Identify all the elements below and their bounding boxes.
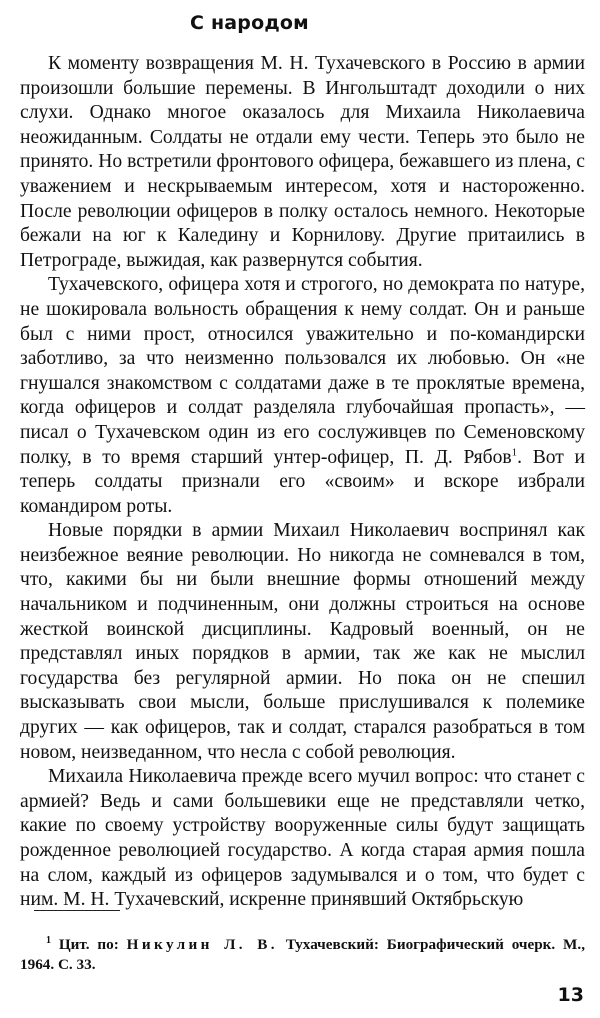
footnote-source: Тухачевский: Биографический очерк. М., 1964. С. 33. [20, 936, 585, 973]
section-heading: С народом [190, 12, 309, 34]
paragraph-2-text: Тухачевского, офицера хотя и строгого, но демократа по натуре, не шокировала вольность обращения к нему солдат. Он и раньше был с ними прост, относился уважительно и по-командирски заботливо, за что неизменно пользовался их любовью. Он «не гнушался знакомством с солдатами даже в те проклятые времена, когда офицеров и солдат разделяла глубочайшая пропасть», — писал о Тухачевском один из его сослуживцев по Семеновскому полку, в то время старший унтер-офицер, П. Д. Рябов [20, 274, 585, 468]
paragraph-2-text-continued: . Вот и теперь солдаты признали его «своим» и вскоре избрали командиром роты. [20, 446, 585, 517]
paragraph-1: К моменту возвращения М. Н. Тухачевского в Россию в армии произошли большие перемены. В Ингольштадт доходили о них слухи. Однако многое оказалось для Михаила Николаевича неожиданным. Солдаты не отдали ему чести. Теперь это было не принято. Но встретили фронтового офицера, бежавшего из плена, с уважением и нескрываемым интересом, хотя и настороженно. После революции офицеров в полку осталось немного. Некоторые бежали на юг к Каледину и Корнилову. Другие притаились в Петрограде, выжидая, как развернутся события. [20, 53, 585, 271]
footnote-reference: 1 [511, 445, 518, 458]
footnote [20, 935, 585, 975]
page-number: 13 [557, 984, 584, 1006]
body-text [20, 52, 585, 913]
paragraph-2 [20, 273, 585, 519]
footnote-divider [34, 910, 120, 911]
footnote-prefix: Цит. по: [58, 936, 119, 953]
footnote-marker: 1 [46, 934, 51, 946]
paragraph-4: Михаила Николаевича прежде всего мучил вопрос: что станет с армией? Ведь и сами большевики еще не представляли четко, какие по своему устройству вооруженные силы будут защищать рожденное революцией государство. А когда старая армия пошла на слом, каждый из офицеров задумывался и о том, что будет с ним. М. Н. Тухачевский, искренне принявший Октябрьскую [20, 766, 585, 911]
footnote-author: Никулин Л. В. [126, 936, 278, 953]
paragraph-3: Новые порядки в армии Михаил Николаевич воспринял как неизбежное веяние революции. Но никогда не сомневался в том, что, какими бы ни были внешние формы отношений между начальником и подчиненным, они должны строиться на основе жесткой воинской дисциплины. Кадровый военный, он не представлял иных порядков в армии, так же как не мыслил государства без регулярной армии. Но пока он не спешил высказывать свои мысли, больше прислушивался к полемике других — как офицеров, так и солдат, старался разобраться в том новом, неизведанном, что несла с собой революция. [20, 520, 585, 763]
